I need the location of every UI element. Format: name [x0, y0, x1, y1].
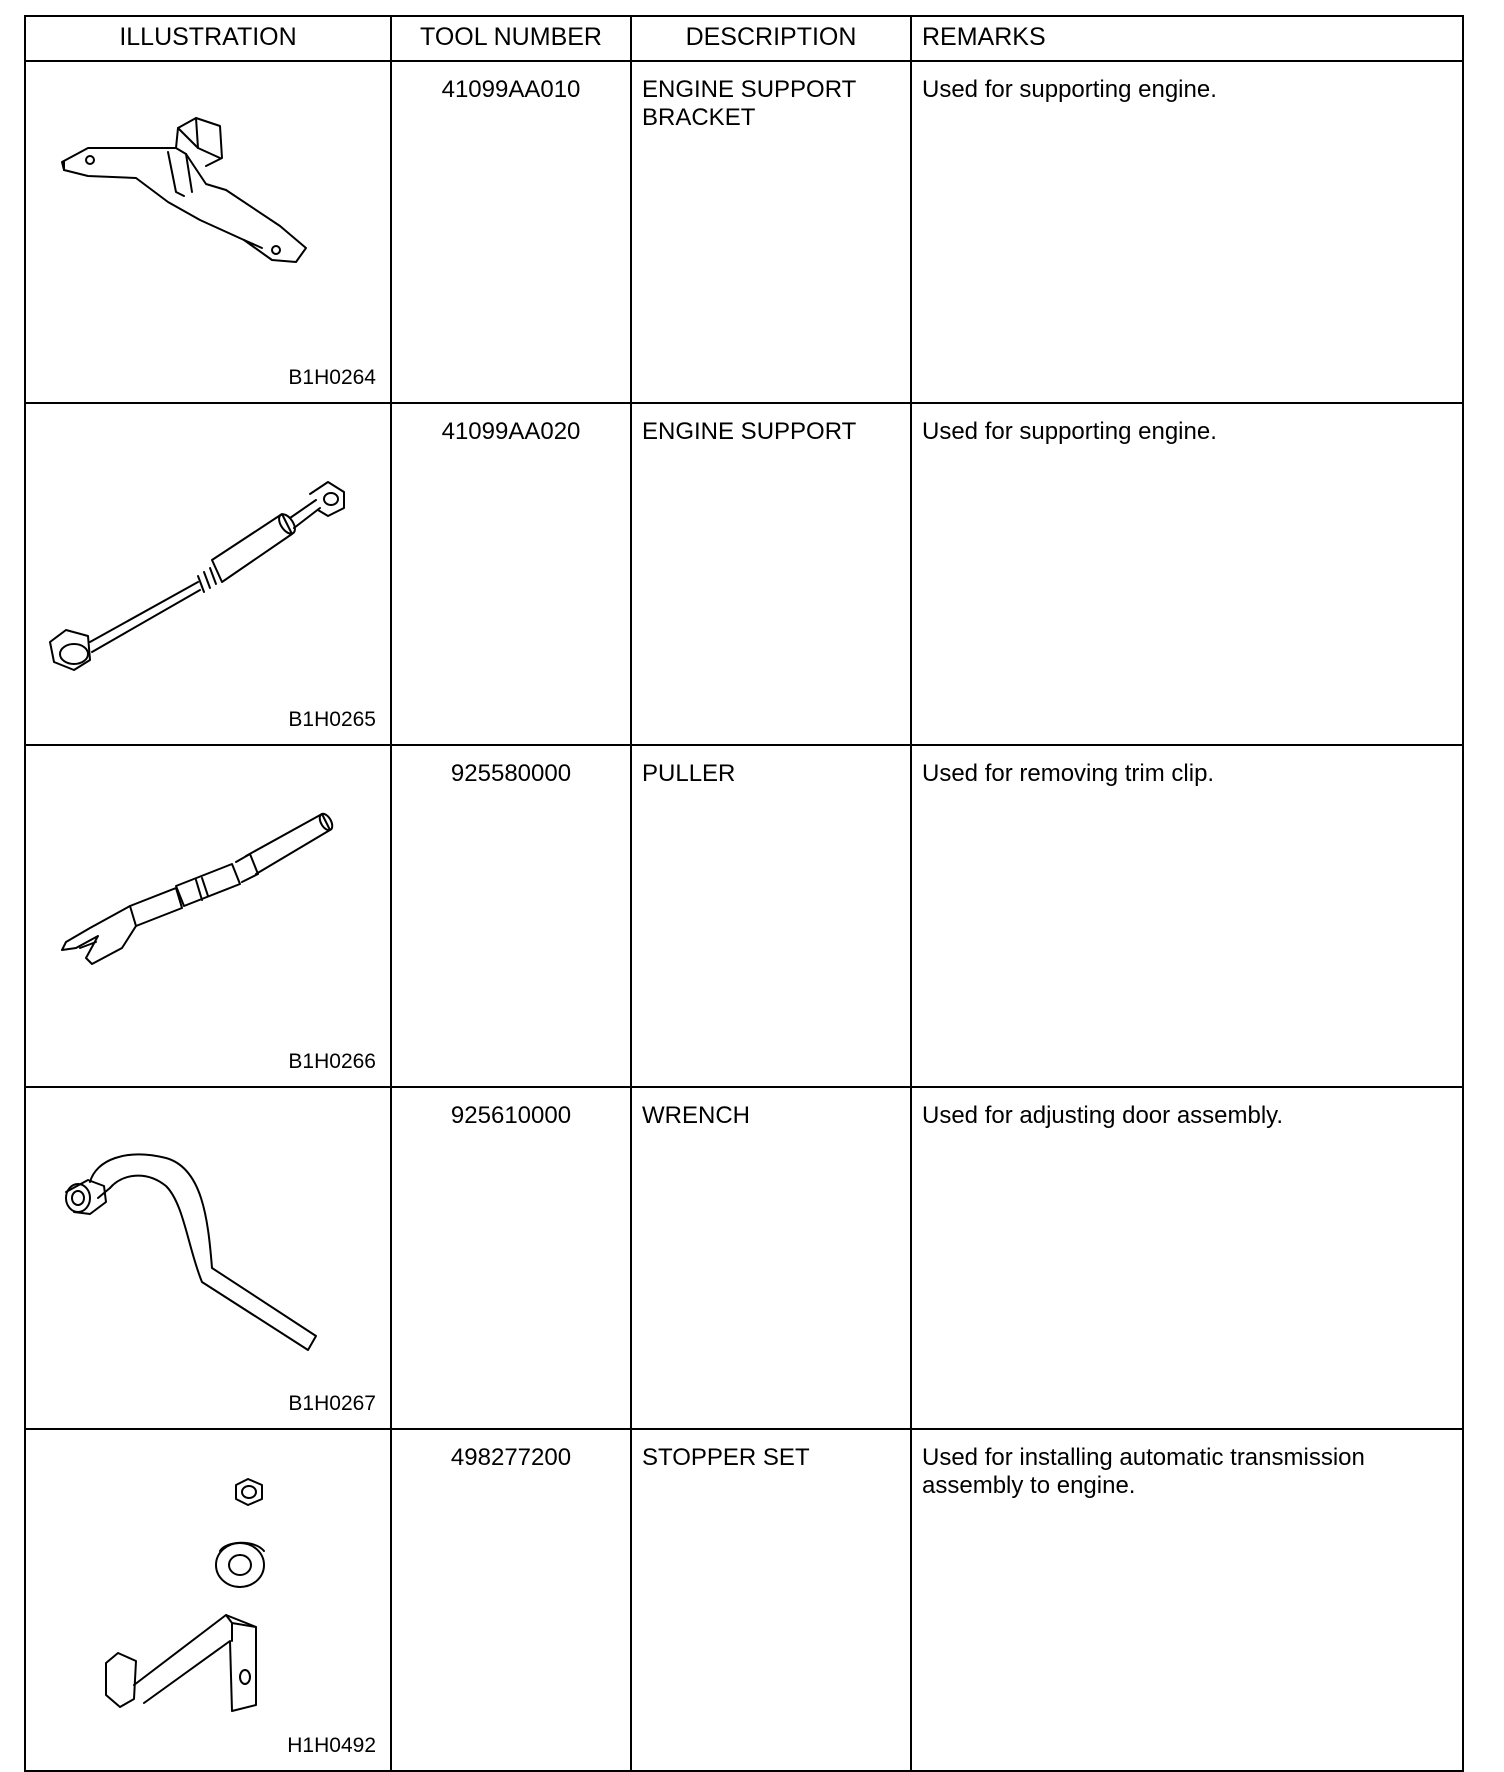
table-row [26, 1428, 1462, 1770]
table-row [26, 60, 1462, 402]
remarks: Used for removing trim clip. [910, 746, 1462, 1086]
engine-support-rod-icon [26, 404, 390, 704]
table-row [26, 402, 1462, 744]
puller-icon [26, 746, 390, 1046]
remarks: Used for installing automatic transmission assembly to engine. [910, 1430, 1462, 1770]
figure-code: B1H0265 [288, 708, 376, 731]
illustration-cell [26, 1088, 390, 1428]
tool-number: 925580000 [390, 746, 630, 1086]
stopper-set-icon [26, 1430, 390, 1760]
header-remarks: REMARKS [910, 17, 1462, 60]
remarks: Used for supporting engine. [910, 404, 1462, 744]
figure-code: H1H0492 [287, 1734, 376, 1757]
header-description: DESCRIPTION [630, 17, 910, 60]
illustration-cell [26, 404, 390, 744]
figure-code: B1H0266 [288, 1050, 376, 1073]
description: PULLER [630, 746, 910, 1086]
illustration-cell [26, 746, 390, 1086]
description: ENGINE SUPPORT [630, 404, 910, 744]
description: STOPPER SET [630, 1430, 910, 1770]
header-tool-number: TOOL NUMBER [390, 17, 630, 60]
table-row [26, 1086, 1462, 1428]
description: ENGINE SUPPORT BRACKET [630, 62, 910, 402]
illustration-cell [26, 1430, 390, 1770]
figure-code: B1H0267 [288, 1392, 376, 1415]
engine-support-bracket-icon [26, 62, 390, 362]
remarks: Used for supporting engine. [910, 62, 1462, 402]
illustration-cell [26, 62, 390, 402]
table-row [26, 744, 1462, 1086]
header-illustration: ILLUSTRATION [119, 23, 297, 51]
description: WRENCH [630, 1088, 910, 1428]
tool-number: 498277200 [390, 1430, 630, 1770]
wrench-icon [26, 1088, 390, 1388]
figure-code: B1H0264 [288, 366, 376, 389]
table-header-row [26, 17, 1462, 60]
tool-number: 925610000 [390, 1088, 630, 1428]
remarks: Used for adjusting door assembly. [910, 1088, 1462, 1428]
tool-number: 41099AA010 [390, 62, 630, 402]
special-tools-table [24, 15, 1464, 1772]
tool-number: 41099AA020 [390, 404, 630, 744]
